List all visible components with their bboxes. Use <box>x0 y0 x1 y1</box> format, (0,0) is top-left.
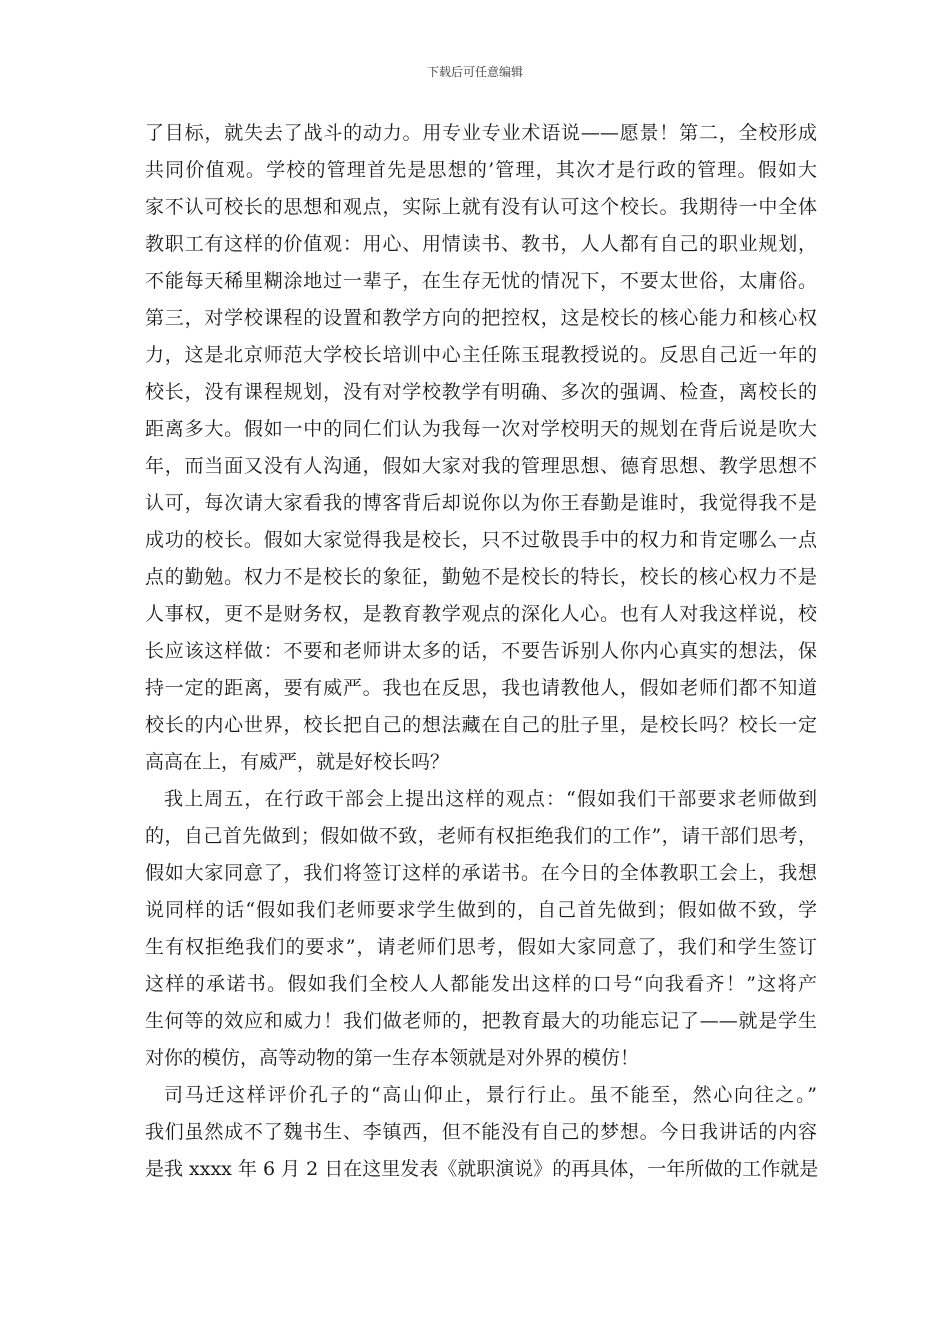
text-line: 这样的承诺书。假如我们全校人人都能发出这样的口号“向我看齐！”这将产 <box>145 973 817 995</box>
text-line: 年，而当面又没有人沟通，假如大家对我的管理思想、德育思想、教学思想不 <box>145 455 817 477</box>
text-line: 司马迁这样评价孔子的“高山仰止，景行行止。虽不能至，然心向往之。” <box>164 1084 817 1106</box>
text-line: 校长，没有课程规划，没有对学校教学有明确、多次的强调、检查，离校长的 <box>145 381 817 403</box>
text-line: 点的勤勉。权力不是校长的象征，勤勉不是校长的特长，校长的核心权力不是 <box>145 566 817 588</box>
text-line: 校长的内心世界，校长把自己的想法藏在自己的肚子里，是校长吗？校长一定 <box>145 714 817 736</box>
paragraph <box>145 1077 817 1188</box>
text-line: 说同样的话“假如我们老师要求学生做到的，自己首先做到；假如做不致，学 <box>145 899 817 921</box>
text-line: 持一定的距离，要有威严。我也在反思，我也请教他人，假如老师们都不知道 <box>145 677 817 699</box>
text-line: 第三，对学校课程的设置和教学方向的把控权，这是校长的核心能力和核心权 <box>145 307 817 329</box>
text-line: 生何等的效应和威力！我们做老师的，把教育最大的功能忘记了——就是学生 <box>145 1010 817 1032</box>
page-header: 下载后可任意编辑 <box>426 65 523 79</box>
text-line: 成功的校长。假如大家觉得我是校长，只不过敬畏手中的权力和肯定哪么一点 <box>145 529 817 551</box>
text-line: 了目标，就失去了战斗的动力。用专业专业术语说——愿景！第二，全校形成 <box>145 122 817 144</box>
text-line: 我们虽然成不了魏书生、李镇西，但不能没有自己的梦想。今日我讲话的内容 <box>145 1121 817 1143</box>
text-line: 人事权，更不是财务权，是教育教学观点的深化人心。也有人对我这样说，校 <box>145 603 817 625</box>
document-body <box>145 115 817 1188</box>
text-line: 是我 xxxx 年 6 月 2 日在这里发表《就职演说》的再具体，一年所做的工作就是 <box>145 1158 819 1180</box>
text-line: 的，自己首先做到；假如做不致，老师有权拒绝我们的工作”，请干部们思考， <box>145 825 817 847</box>
text-line: 生有权拒绝我们的要求”，请老师们思考，假如大家同意了，我们和学生签订 <box>145 936 817 958</box>
text-line: 对你的模仿，高等动物的第一生存本领就是对外界的模仿！ <box>145 1047 640 1069</box>
text-line: 假如大家同意了，我们将签订这样的承诺书。在今日的全体教职工会上，我想 <box>145 862 817 884</box>
paragraph <box>145 115 817 781</box>
text-line: 认可，每次请大家看我的博客背后却说你以为你王春勤是谁时，我觉得我不是 <box>145 492 817 514</box>
text-line: 力，这是北京师范大学校长培训中心主任陈玉琨教授说的。反思自己近一年的 <box>145 344 817 366</box>
text-line: 家不认可校长的思想和观点，实际上就有没有认可这个校长。我期待一中全体 <box>145 196 817 218</box>
paragraph <box>145 781 817 1077</box>
text-line: 教职工有这样的价值观：用心、用情读书、教书，人人都有自己的职业规划， <box>145 233 817 255</box>
text-line: 不能每天稀里糊涂地过一辈子，在生存无忧的情况下，不要太世俗，太庸俗。 <box>145 270 817 292</box>
text-line: 共同价值观。学校的管理首先是思想的’管理，其次才是行政的管理。假如大 <box>145 159 817 181</box>
text-line: 我上周五，在行政干部会上提出这样的观点：“假如我们干部要求老师做到 <box>164 788 817 810</box>
text-line: 距离多大。假如一中的同仁们认为我每一次对学校明天的规划在背后说是吹大 <box>145 418 817 440</box>
text-line: 高高在上，有威严，就是好校长吗？ <box>145 751 450 773</box>
text-line: 长应该这样做：不要和老师讲太多的话，不要告诉别人你内心真实的想法，保 <box>145 640 817 662</box>
